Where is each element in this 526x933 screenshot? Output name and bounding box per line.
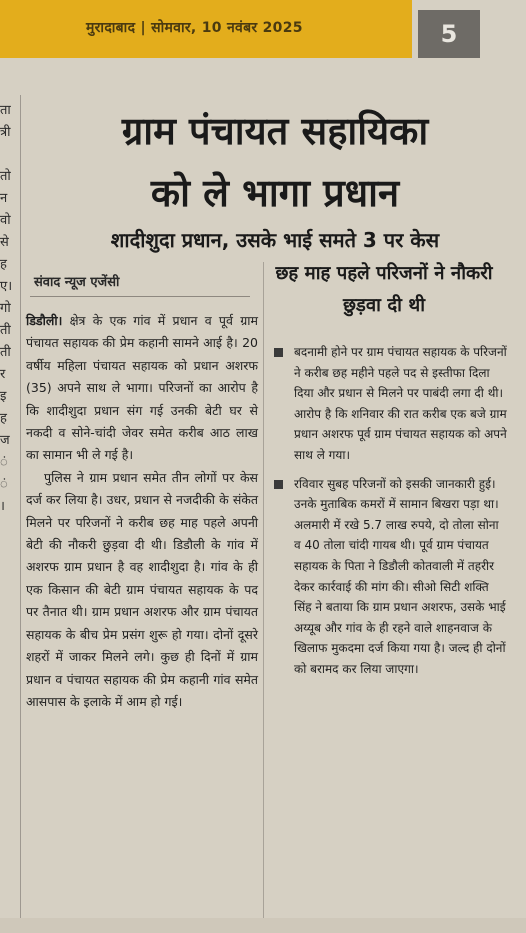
sidebar-bullet-item bbox=[272, 342, 508, 466]
sidebar-bullet-item bbox=[272, 474, 508, 680]
edge-fragment: ं bbox=[0, 455, 8, 470]
sidebar-heading: छह माह पहले परिजनों ने नौकरी छुड़वा दी थी bbox=[275, 263, 493, 316]
paragraph-1-text: क्षेत्र के एक गांव में प्रधान व पूर्व ग्राम पंचायत सहायक की प्रेम कहानी सामने आई है। 20 वर्षीय महिला पंचायत सहायक को प्रधान अशरफ (35) अपने साथ ले भागा। परिजनों का आरोप है कि शादीशुदा प्रधान संग गई उनकी बेटी घर से नकदी व सोने-चांदी जेवर समेत करीब आठ लाख का सामान भी ले गई है। bbox=[26, 313, 259, 463]
square-bullet-icon bbox=[274, 348, 283, 357]
sidebar-body bbox=[272, 342, 508, 688]
column-divider bbox=[263, 262, 264, 932]
masthead-date: सोमवार, 10 नवंबर 2025 bbox=[151, 20, 303, 36]
edge-fragment: त्री bbox=[0, 125, 11, 140]
adjacent-column-edge bbox=[0, 100, 18, 518]
headline-line-2: को ले भागा प्रधान bbox=[150, 170, 400, 215]
edge-fragment: वो bbox=[0, 213, 11, 228]
byline: संवाद न्यूज एजेंसी bbox=[34, 275, 120, 290]
edge-fragment: तो bbox=[0, 169, 11, 184]
article-paragraph-1 bbox=[26, 310, 258, 467]
masthead-info bbox=[86, 18, 303, 37]
edge-fragment: ह bbox=[0, 411, 7, 426]
edge-fragment: ता bbox=[0, 103, 11, 118]
page-number: 5 bbox=[418, 10, 480, 58]
edge-fragment: ं bbox=[0, 477, 8, 492]
headline-line-1: ग्राम पंचायत सहायिका bbox=[121, 108, 429, 153]
sidebar-bullet-text: रविवार सुबह परिजनों को इसकी जानकारी हुई। उनके मुताबिक कमरों में सामान बिखरा पड़ा था। अलमारी में रखे 5.7 लाख रुपये, दो तोला सोना व 40 तोला चांदी गायब थी। पूर्व ग्राम पंचायत सहायक के पिता ने डिडौली कोतवाली में तहरीर देकर कार्रवाई की मांग की। सीओ सिटी शक्ति सिंह ने बताया कि ग्राम प्रधान अशरफ, उसके भाई अय्यूब और गांव के ही रहने वाले शाहनवाज के खिलाफ मुकदमा दर्ज किया गया है। जल्द ही दोनों को बरामद कर लिया जाएगा। bbox=[294, 476, 506, 676]
column-divider-left bbox=[20, 95, 21, 925]
square-bullet-icon bbox=[274, 480, 283, 489]
edge-fragment: ए। bbox=[0, 279, 13, 294]
article-body bbox=[26, 310, 258, 713]
edge-fragment: से bbox=[0, 235, 9, 250]
sidebar-bullet-text: बदनामी होने पर ग्राम पंचायत सहायक के परिजनों ने करीब छह महीने पहले पद से इस्तीफा दिला दिया और प्रधान से मिलने पर पाबंदी लगा दी थी। आरोप है कि शनिवार की रात करीब एक बजे ग्राम प्रधान अशरफ पूर्व ग्राम पंचायत सहायक को अपने साथ ले गया। bbox=[294, 345, 507, 462]
edge-fragment: इ bbox=[0, 389, 7, 404]
headline bbox=[30, 100, 520, 224]
edge-fragment: ज bbox=[0, 433, 10, 448]
edge-fragment: ह bbox=[0, 257, 7, 272]
byline-divider bbox=[30, 296, 250, 297]
edge-fragment: । bbox=[0, 499, 5, 514]
page-bottom-edge bbox=[0, 918, 526, 933]
masthead-city: मुरादाबाद bbox=[86, 20, 136, 36]
edge-fragment: ती bbox=[0, 345, 11, 360]
subheadline: शादीशुदा प्रधान, उसके भाई समते 3 पर केस bbox=[110, 228, 440, 252]
edge-fragment: गो bbox=[0, 301, 11, 316]
edge-fragment: न bbox=[0, 191, 8, 206]
edge-fragment bbox=[0, 144, 18, 166]
edge-fragment: ती bbox=[0, 323, 11, 338]
article-paragraph-2: पुलिस ने ग्राम प्रधान समेत तीन लोगों पर केस दर्ज कर लिया है। उधर, प्रधान से नजदीकी के संकेत मिलने पर परिजनों ने करीब छह माह पहले अपनी बेटी की नौकरी छुड़वा दी थी। डिडौली के गांव में अशरफ ग्राम प्रधान है वह शादीशुदा है। गांव के ही एक किसान की बेटी ग्राम पंचायत सहायक के पद पर तैनात थी। ग्राम प्रधान अशरफ और ग्राम पंचायत सहायक के बीच प्रेम प्रसंग शुरू हो गया। दोनों दूसरे शहरों में जाकर मिलने लगे। कुछ ही दिनों में ग्राम प्रधान व पंचायत सहायक की प्रेम कहानी गांव समेत आसपास के इलाके में आम हो गई। bbox=[26, 469, 258, 709]
edge-fragment: र bbox=[0, 367, 6, 382]
masthead-separator: | bbox=[140, 20, 152, 36]
dateline: डिडौली। bbox=[26, 313, 63, 328]
